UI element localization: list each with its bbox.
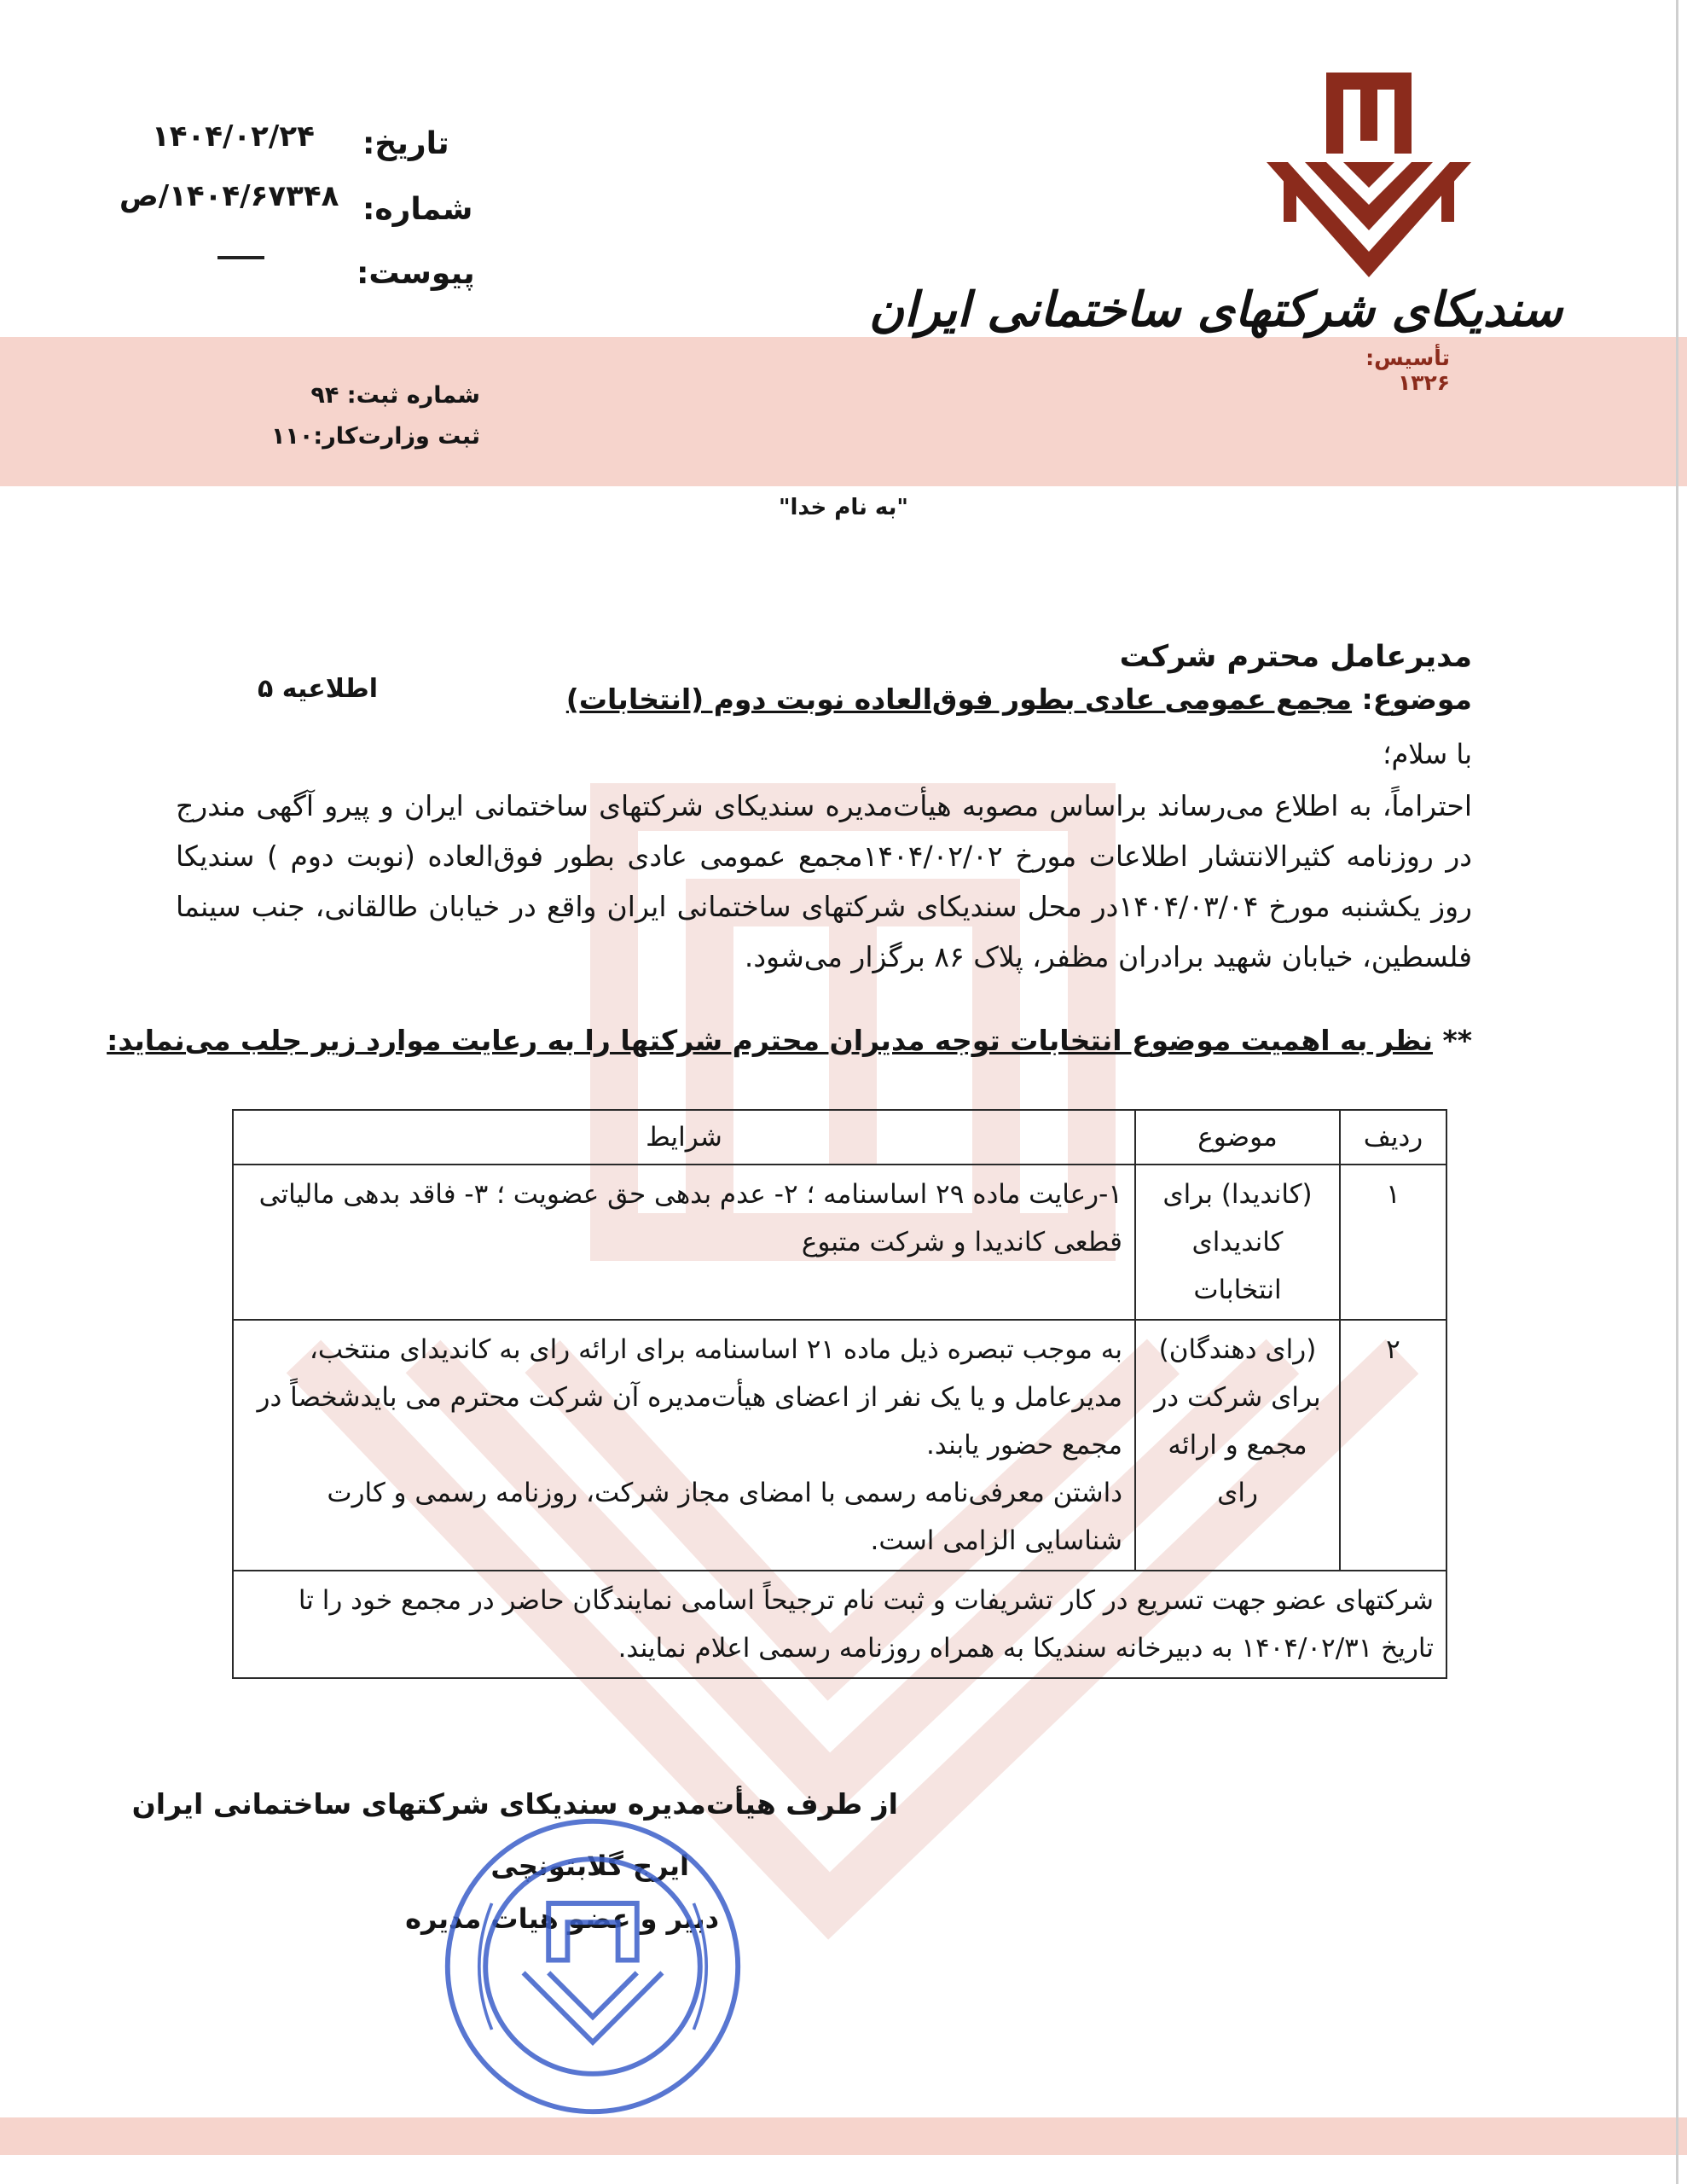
letter-body: احتراماً، به اطلاع می‌رساند براساس مصوبه هیأت‌مدیره سندیکای شرکتهای ساختمانی ایران و پیرو آگهی مندرج در روزنامه کثیرالانتشار اطلاعات مورخ ۱۴۰۴/۰۲/۰۲مجمع عمومی عادی بطور فوق‌العاده (نوبت دوم ) سندیکا روز یکشنبه مورخ ۱۴۰۴/۰۳/۰۴در محل سندیکای شرکتهای ساختمانی ایران واقع در خیابان طالقانی، جنب سینما فلسطین، خیابان شهید برادران مظفر، پلاک ۸۶ برگزار می‌شود. bbox=[176, 789, 1472, 973]
number-value: ۱۴۰۴/۶۷۳۴۸/ص bbox=[119, 179, 339, 213]
registration-number: شماره ثبت: ۹۴ bbox=[310, 382, 480, 409]
brand-founded: تأسیس: ۱۳۲۶ bbox=[1365, 346, 1450, 395]
subject-label: موضوع: bbox=[1361, 682, 1472, 716]
row-conditions: ۱-رعایت ماده ۲۹ اساسنامه ؛ ۲- عدم بدهی حق عضویت ؛ ۳- فاقد بدهی مالیاتی قطعی کاندیدا و شرکت متبوع bbox=[233, 1165, 1135, 1320]
recipient: مدیرعامل محترم شرکت bbox=[1119, 640, 1472, 674]
header-subject: موضوع bbox=[1135, 1110, 1340, 1165]
attachment-dash bbox=[217, 256, 264, 259]
date-label: تاریخ: bbox=[362, 126, 449, 161]
notice-line bbox=[107, 1024, 1472, 1057]
row-index: ۱ bbox=[1340, 1165, 1446, 1320]
footer-band bbox=[0, 2117, 1687, 2155]
conditions-table bbox=[232, 1109, 1447, 1679]
table-row bbox=[233, 1320, 1446, 1571]
table-row bbox=[233, 1165, 1446, 1320]
greeting: با سلام؛ bbox=[1383, 738, 1472, 770]
notice-prefix: ** bbox=[1442, 1024, 1472, 1057]
row-index: ۲ bbox=[1340, 1320, 1446, 1571]
row-conditions-extra: داشتن معرفی‌نامه رسمی با امضای مجاز شرکت، روزنامه رسمی و کارت شناسایی الزامی است. bbox=[327, 1478, 1122, 1556]
header-conditions: شرایط bbox=[233, 1110, 1135, 1165]
table-footer-row bbox=[233, 1571, 1446, 1678]
date-value: ۱۴۰۴/۰۲/۲۴ bbox=[152, 119, 315, 154]
brand-name: سندیکای شرکتهای ساختمانی ایران bbox=[868, 282, 1562, 338]
row-conditions-main: به موجب تبصره ذیل ماده ۲۱ اساسنامه برای ارائه رای به کاندیدای منتخب، مدیرعامل و یا یک نفر از اعضای هیأت‌مدیره آن شرکت محترم می بایدشخصاً در مجمع حضور یابند. bbox=[257, 1334, 1122, 1461]
notice-text: نظر به اهمیت موضوع انتخابات توجه مدیران محترم شرکتها را به رعایت موارد زیر جلب می‌نماید: bbox=[107, 1024, 1433, 1057]
notice-number: اطلاعیه ۵ bbox=[258, 674, 379, 704]
table-header-row bbox=[233, 1110, 1446, 1165]
registration-block bbox=[271, 375, 480, 457]
syndicate-logo-icon bbox=[1262, 68, 1475, 282]
attachment-label: پیوست: bbox=[357, 256, 475, 291]
row-subject: (کاندیدا) برای کاندیدای انتخابات bbox=[1135, 1165, 1340, 1320]
number-label: شماره: bbox=[362, 192, 473, 227]
subject-text: مجمع عمومی عادی بطور فوق‌العاده نوبت دوم (انتخابات) bbox=[565, 682, 1353, 716]
table-footer: شرکتهای عضو جهت تسریع در کار تشریفات و ثبت نام ترجیحاً اسامی نمایندگان حاضر در مجمع خود را تا تاریخ ۱۴۰۴/۰۲/۳۱ به دبیرخانه سندیکا به همراه روزنامه رسمی اعلام نمایند. bbox=[233, 1571, 1446, 1678]
header-row-index: ردیف bbox=[1340, 1110, 1446, 1165]
row-conditions bbox=[233, 1320, 1135, 1571]
signature-role: دبیر و عضو هیات مدیره bbox=[405, 1902, 719, 1935]
signature-name: ایرج گلابتونچی bbox=[490, 1850, 689, 1882]
signature-organization: از طرف هیأت‌مدیره سندیکای شرکتهای ساختمانی ایران bbox=[131, 1787, 898, 1821]
ministry-registration: ثبت وزارت‌کار:۱۱۰ bbox=[270, 423, 480, 450]
basmala: "به نام خدا" bbox=[779, 495, 908, 520]
row-subject: (رای دهندگان) برای شرکت در مجمع و ارائه رای bbox=[1135, 1320, 1340, 1571]
scan-edge-line bbox=[1676, 0, 1678, 2184]
subject-row bbox=[566, 682, 1472, 716]
official-seal-icon bbox=[435, 1809, 751, 2124]
